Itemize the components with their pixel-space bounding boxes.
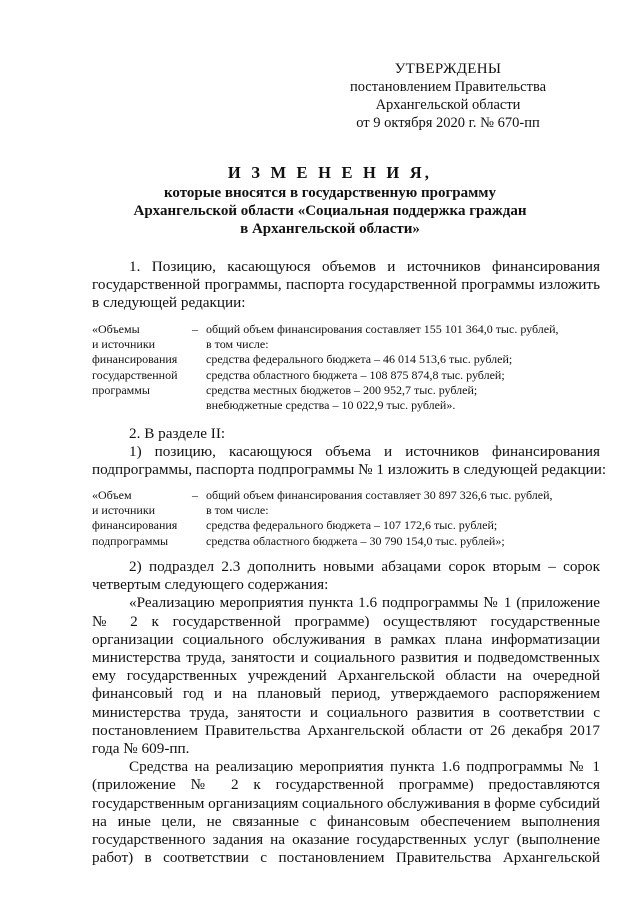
section1-line-3: в следующей редакции: [92, 294, 246, 312]
section2-line-1: 1) позицию, касающуюся объема и источников финансирования [129, 443, 600, 461]
section2-item2-line-2: четвертым следующего содержания: [92, 576, 329, 594]
approval-line-3: от 9 октября 2020 г. № 670-пп [356, 115, 540, 131]
finance-table-program [92, 322, 600, 413]
approval-heading: УТВЕРЖДЕНЫ [394, 61, 502, 77]
table-row: подпрограммы средства областного бюджета – 30 790 154,0 тыс. рублей»; [92, 533, 505, 548]
section1-line-2: государственной программы, паспорта государственной программы изложить [92, 276, 600, 294]
title-line-1: которые вносятся в государственную программу [163, 185, 497, 201]
section2-item2-line-1: 2) подраздел 2.3 дополнить новыми абзацами сорок вторым – сорок [129, 558, 600, 575]
table-row: и источники в том числе: [92, 503, 269, 518]
section2-heading: 2. В разделе II: [129, 425, 226, 442]
approval-line-2: Архангельской области [375, 97, 521, 113]
section1-paragraph [92, 258, 600, 313]
quote-paragraph-2: Средства на реализацию мероприятия пункта 1.6 подпрограммы № 1 (приложение № 2 к государственной программе) предоставляются государственным организациям социального обслуживания в форме субсидий на иные цели, не связанные с финансовым обеспечением выполнения государственного задания на оказание государственных услуг (выполнение работ) в соответствии с постановлением Правительства Архангельской [92, 758, 600, 867]
document-title [60, 162, 600, 238]
finance-table-subprogram [92, 488, 600, 549]
section1-line-1: 1. Позицию, касающуюся объемов и источников финансирования [129, 258, 600, 275]
section2-paragraphs [92, 558, 600, 867]
table-row: программы средства местных бюджетов – 200 952,7 тыс. рублей; [92, 382, 478, 397]
table-row: внебюджетные средства – 10 022,9 тыс. рублей». [206, 398, 456, 413]
table-row: финансирования средства федерального бюджета – 46 014 513,6 тыс. рублей; [92, 352, 513, 367]
table-row: и источники в том числе: [92, 337, 269, 352]
title-line-3: в Архангельской области» [240, 221, 420, 237]
table-row: государственной средства областного бюджета – 108 875 874,8 тыс. рублей; [92, 367, 505, 382]
title-line-2: Архангельской области «Социальная поддержка граждан [133, 203, 527, 219]
approval-line-1: постановлением Правительства [349, 79, 547, 95]
quote-paragraph-1: «Реализацию мероприятия пункта 1.6 подпрограммы № 1 (приложение № 2 к государственной программе) осуществляют государственные организации социального обслуживания в рамках плана информатизации министерства труда, занятости и социального развития и подведомственных ему государственных учреждений Архангельской области на очередной финансовый год и на плановый период, утверждаемого распоряжением министерства труда, занятости и социального развития в соответствии с постановлением Правительства Архангельской области от 26 декабря 2017 года № 609-пп. [92, 594, 600, 758]
table-row: финансирования средства федерального бюджета – 107 172,6 тыс. рублей; [92, 518, 498, 533]
approval-block [318, 60, 578, 132]
section2-line-2: подпрограммы, паспорта подпрограммы № 1 изложить в следующей редакции: [92, 461, 607, 479]
table-row: «Объем – общий объем финансирования составляет 30 897 326,6 тыс. рублей, [92, 488, 553, 502]
table-row: «Объемы – общий объем финансирования составляет 155 101 364,0 тыс. рублей, [92, 322, 559, 336]
title-spaced: И З М Е Н Е Н И Я, [227, 163, 433, 182]
section2-intro [92, 425, 607, 480]
